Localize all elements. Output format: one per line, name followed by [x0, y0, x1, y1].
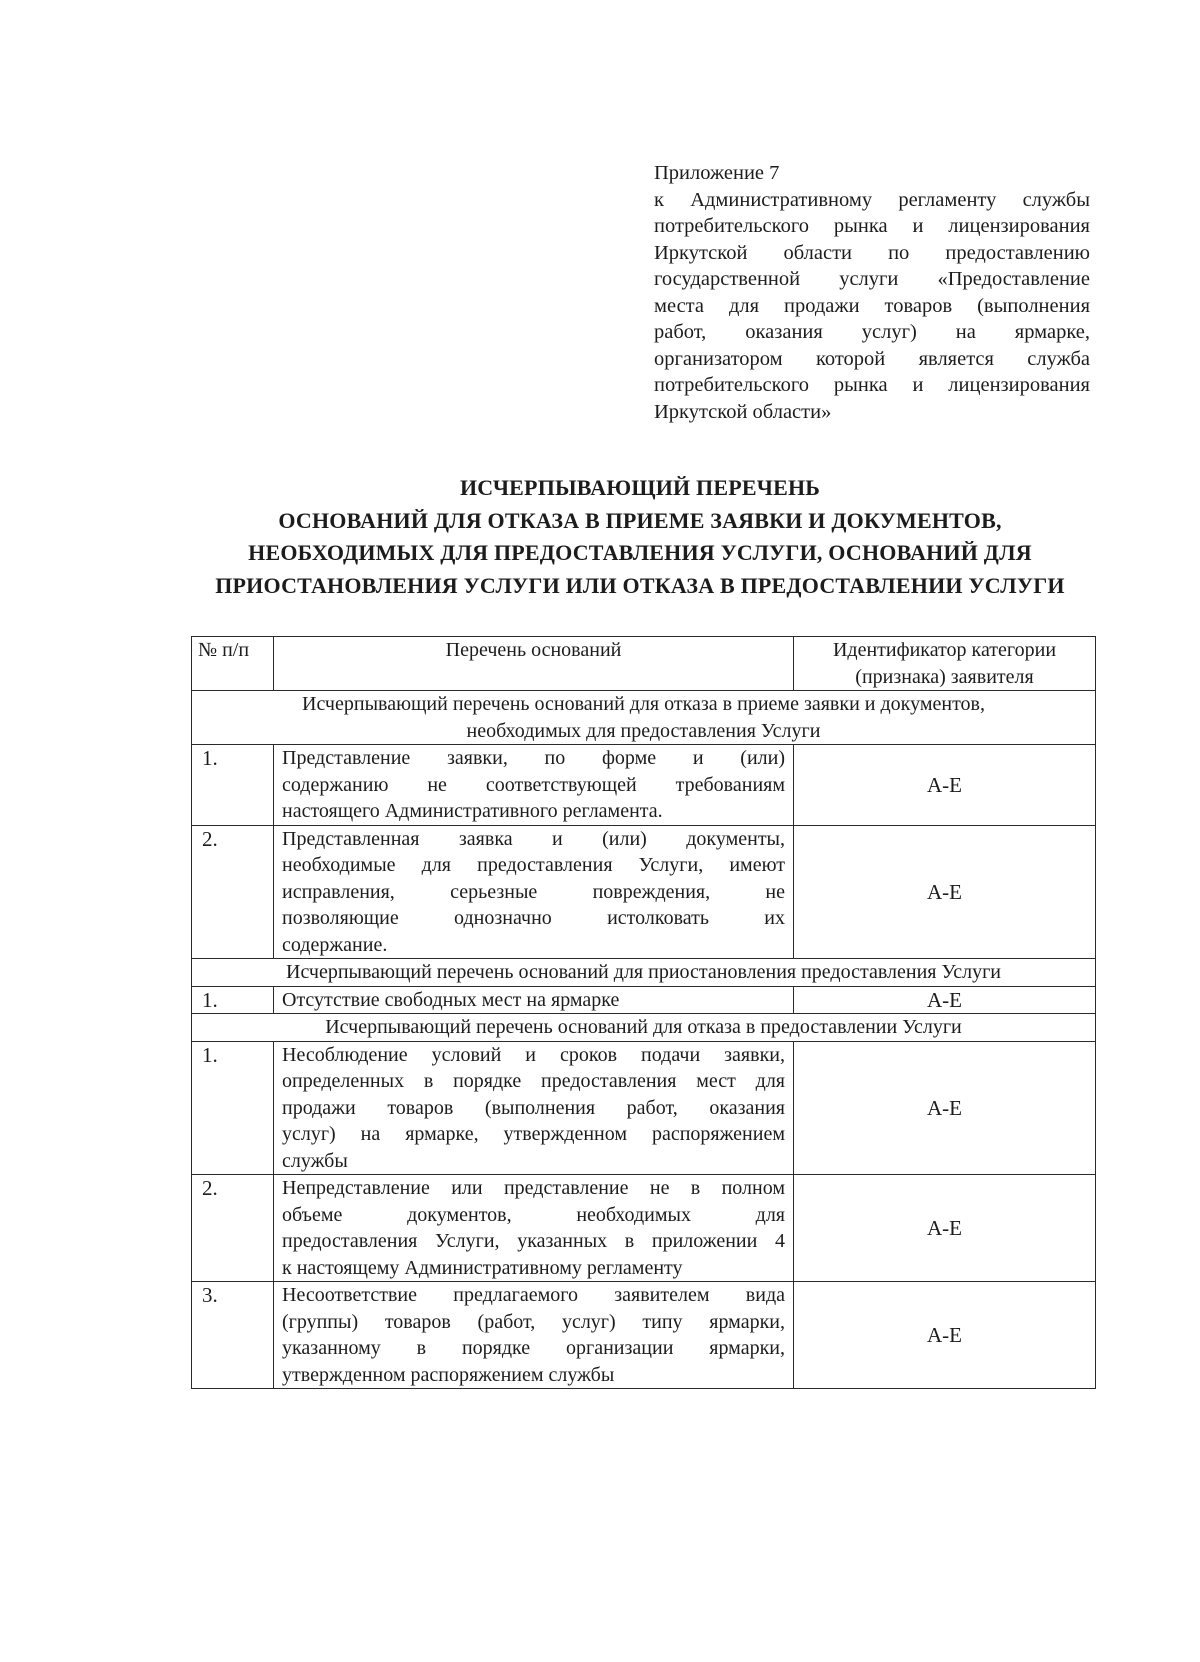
appendix-line: государственной услуги «Предоставление: [654, 268, 1090, 290]
section-row: [192, 691, 1096, 745]
row-category: А-Е: [794, 1282, 1096, 1389]
row-text-line: утвержденном распоряжением службы: [282, 1363, 615, 1386]
row-category: А-Е: [794, 745, 1096, 826]
appendix-line: потребительского рынка и лицензирования: [654, 374, 1090, 396]
row-text-line: службы: [282, 1149, 348, 1172]
row-text-line: определенных в порядке предоставления мест для: [282, 1070, 785, 1092]
row-text-line: содержание.: [282, 933, 388, 956]
appendix-line: организатором которой является служба: [654, 347, 1090, 370]
table-row: [192, 825, 1096, 959]
row-text-line: предоставления Услуги, указанных в приложении 4: [282, 1230, 785, 1252]
row-text: [274, 1175, 794, 1282]
section-title-suspension: Исчерпывающий перечень оснований для приостановления предоставления Услуги: [192, 959, 1096, 987]
row-text-line: Представление заявки, по форме и (или): [282, 747, 785, 769]
row-text-line: необходимые для предоставления Услуги, имеют: [282, 854, 785, 876]
row-text-line: Несоблюдение условий и сроков подачи заявки,: [282, 1043, 785, 1066]
row-number: 1.: [192, 745, 274, 826]
section-title-line: Исчерпывающий перечень оснований для отказа в приеме заявки и документов,: [302, 693, 985, 715]
row-category: А-Е: [794, 986, 1096, 1014]
header-num: № п/п: [192, 637, 274, 691]
title-line: НЕОБХОДИМЫХ ДЛЯ ПРЕДОСТАВЛЕНИЯ УСЛУГИ, ОСНОВАНИЙ ДЛЯ: [248, 540, 1032, 565]
row-text-line: настоящего Административного регламента.: [282, 800, 663, 822]
row-text-line: указанному в порядке организации ярмарки,: [282, 1337, 785, 1359]
table-row: [192, 745, 1096, 826]
header-grounds: Перечень оснований: [274, 637, 794, 691]
row-number: 1.: [192, 1041, 274, 1175]
row-number: 3.: [192, 1282, 274, 1389]
appendix-line: места для продажи товаров (выполнения: [654, 294, 1090, 317]
row-text-line: (группы) товаров (работ, услуг) типу ярмарки,: [282, 1310, 785, 1333]
row-text-line: Отсутствие свободных мест на ярмарке: [282, 988, 620, 1011]
row-text: [274, 1282, 794, 1389]
section-title-refusal-acceptance: [192, 691, 1096, 745]
table-row: [192, 1041, 1096, 1175]
row-text-line: Несоответствие предлагаемого заявителем вида: [282, 1284, 785, 1306]
row-number: 2.: [192, 1175, 274, 1282]
appendix-line: к Административному регламенту службы: [654, 188, 1090, 211]
row-text-line: содержанию не соответствующей требованиям: [282, 773, 785, 796]
table-row: [192, 1282, 1096, 1389]
appendix-line: потребительского рынка и лицензирования: [654, 215, 1090, 237]
row-number: 2.: [192, 825, 274, 959]
title-line: ИСЧЕРПЫВАЮЩИЙ ПЕРЕЧЕНЬ: [459, 475, 821, 500]
row-text: [274, 986, 794, 1014]
table-header-row: [192, 637, 1096, 691]
row-text-line: к настоящему Административному регламенту: [282, 1256, 683, 1279]
row-text-line: продажи товаров (выполнения работ, оказания: [282, 1096, 785, 1119]
appendix-line: Иркутской области»: [654, 400, 832, 423]
row-text-line: исправления, серьезные повреждения, не: [282, 880, 785, 903]
row-text-line: Представленная заявка и (или) документы,: [282, 827, 785, 850]
section-title-line: необходимых для предоставления Услуги: [466, 719, 821, 742]
section-row: [192, 1014, 1096, 1042]
section-title-refusal-service: Исчерпывающий перечень оснований для отказа в предоставлении Услуги: [192, 1014, 1096, 1042]
row-number: 1.: [192, 986, 274, 1014]
row-text: [274, 825, 794, 959]
row-text-line: услуг) на ярмарке, утвержденном распоряжением: [282, 1123, 785, 1145]
table-row: [192, 1175, 1096, 1282]
header-id-line: (признака) заявителя: [855, 665, 1034, 688]
row-category: А-Е: [794, 825, 1096, 959]
row-text: [274, 745, 794, 826]
appendix-line: Приложение 7: [654, 162, 780, 184]
row-text: [274, 1041, 794, 1175]
table-row: [192, 986, 1096, 1014]
header-category-id: [794, 637, 1096, 691]
section-row: [192, 959, 1096, 987]
appendix-block: [654, 160, 1090, 425]
title-line: ОСНОВАНИЙ ДЛЯ ОТКАЗА В ПРИЕМЕ ЗАЯВКИ И ДОКУМЕНТОВ,: [278, 507, 1002, 533]
row-text-line: позволяющие однозначно истолковать их: [282, 907, 785, 929]
document-title: [150, 472, 1130, 602]
appendix-line: работ, оказания услуг) на ярмарке,: [654, 321, 1090, 343]
row-text-line: Непредставление или представление не в полном: [282, 1177, 785, 1199]
appendix-line: Иркутской области по предоставлению: [654, 241, 1090, 264]
row-text-line: объеме документов, необходимых для: [282, 1203, 785, 1226]
title-line: ПРИОСТАНОВЛЕНИЯ УСЛУГИ ИЛИ ОТКАЗА В ПРЕДОСТАВЛЕНИИ УСЛУГИ: [215, 572, 1065, 598]
header-id-line: Идентификатор категории: [832, 639, 1057, 661]
row-category: А-Е: [794, 1041, 1096, 1175]
grounds-table: [191, 636, 1096, 1389]
row-category: А-Е: [794, 1175, 1096, 1282]
